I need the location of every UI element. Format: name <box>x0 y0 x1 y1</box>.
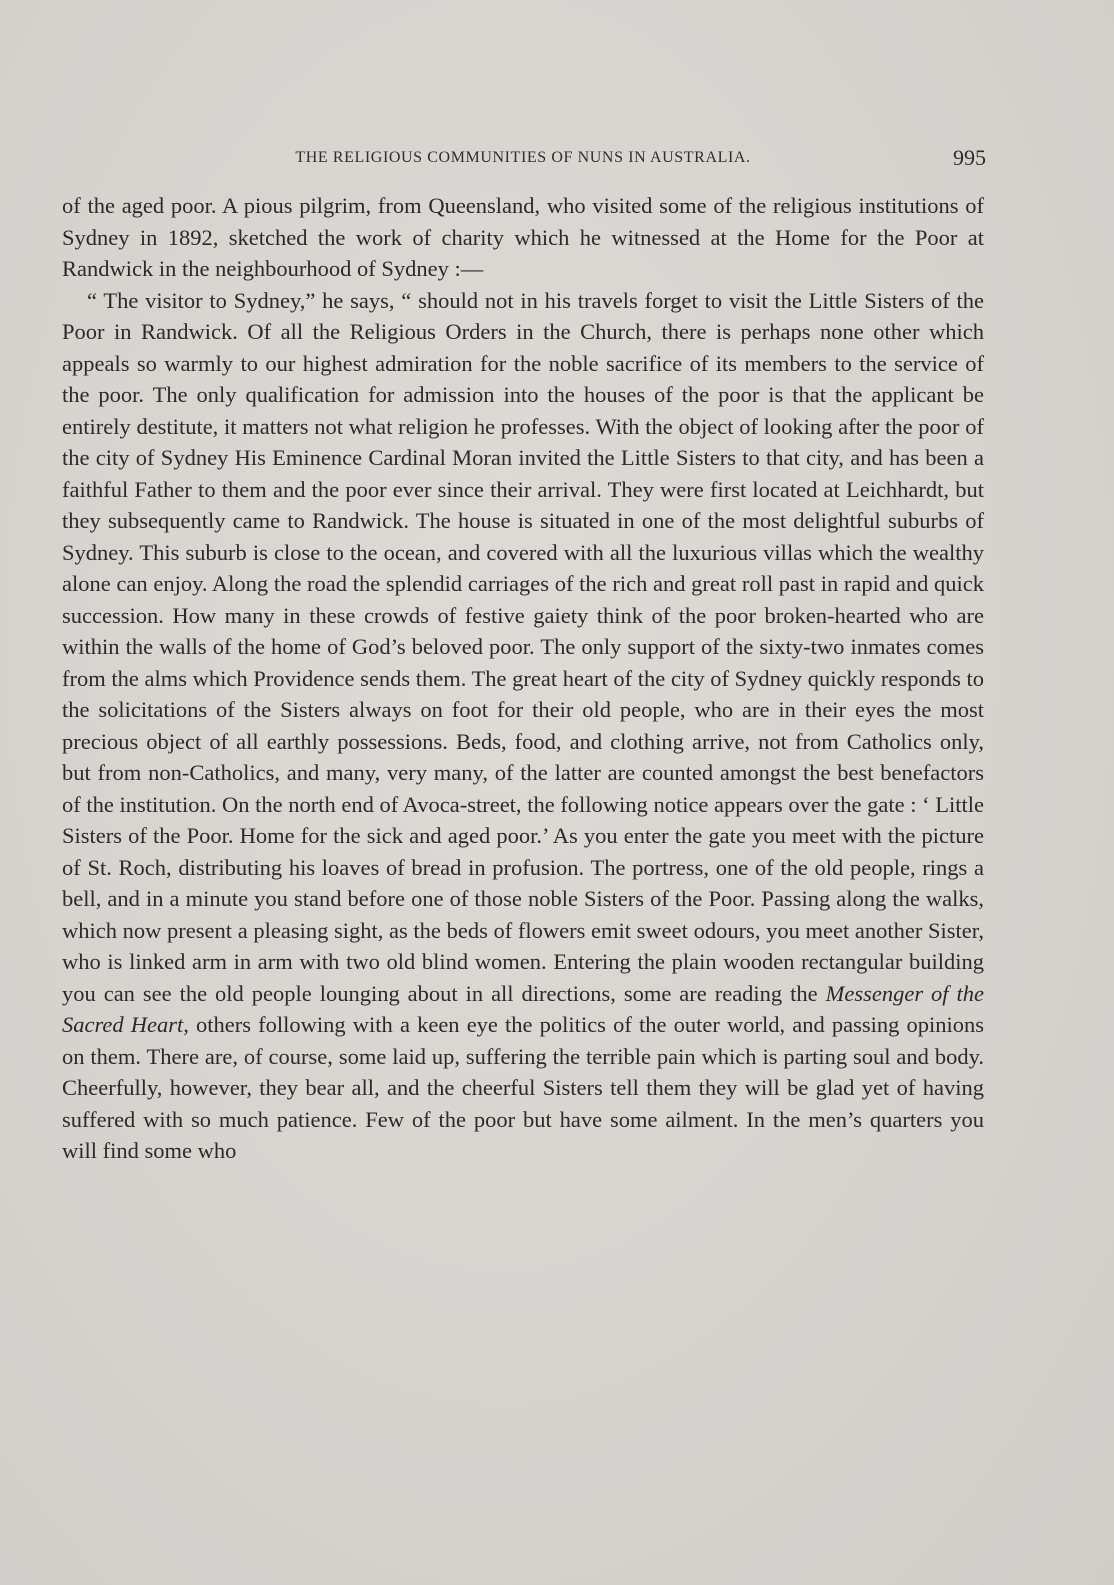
running-header <box>60 145 986 175</box>
page-number: 995 <box>953 145 986 170</box>
paragraph-2-text-after: others following with a keen eye the politics of the outer world, and passing opinions on them. There are, of course, some laid up, suffering the terrible pain which is parting soul and body. Cheerfully, however, they bear all, and the cheerful Sisters tell them they will be glad yet of having suffered with so much patience. Few of the poor but have some ailment. In the men’s quarters you will find some who <box>62 1012 984 1163</box>
paragraph-2-text-before: “ The visitor to Sydney,” he says, “ should not in his travels forget to visit the Little Sisters of the Poor in Randwick. Of all the Religious Orders in the Church, there is perhaps none other which appeals so warmly to our highest admiration for the noble sacrifice of its members to the service of the poor. The only qualification for admission into the houses of the poor is that the applicant be entirely destitute, it matters not what religion he professes. With the object of looking after the poor of the city of Sydney His Eminence Cardinal Moran invited the Little Sisters to that city, and has been a faithful Father to them and the poor ever since their arrival. They were first located at Leichhardt, but they subsequently came to Randwick. The house is situated in one of the most delightful suburbs of Sydney. This suburb is close to the ocean, and covered with all the luxurious villas which the wealthy alone can enjoy. Along the road the splendid carriages of the rich and great roll past in rapid and quick succession. How many in these crowds of festive gaiety think of the poor broken-hearted who are within the walls of the home of God’s beloved poor. The only support of the sixty-two inmates comes from the alms which Providence sends them. The great heart of the city of Sydney quickly responds to the solicitations of the Sisters always on foot for their old people, who are in their eyes the most precious object of all earthly possessions. Beds, food, and clothing arrive, not from Catholics only, but from non-Catholics, and many, very many, of the latter are counted amongst the best benefactors of the institution. On the north end of Avoca-street, the following notice appears over the gate : ‘ Little Sisters of the Poor. Home for the sick and aged poor.’ As you enter the gate you meet with the picture of St. Roch, distributing his loaves of bread in profusion. The portress, one of the old people, rings a bell, and in a minute you stand before one of those noble Sisters of the Poor. Passing along the walks, which now present a pleasing sight, as the beds of flowers emit sweet odours, you meet another Sister, who is linked arm in arm with two old blind women. Entering the plain wooden rectangular building you can see the old people lounging about in all directions, some are reading the <box>62 287 984 1006</box>
italic-title-messenger: Messenger of the Sacred Heart, <box>62 980 984 1037</box>
body-text <box>62 190 984 1167</box>
running-title: THE RELIGIOUS COMMUNITIES OF NUNS IN AUSTRALIA. <box>295 149 751 166</box>
paragraph-1: of the aged poor. A pious pilgrim, from Queensland, who visited some of the religious institutions of Sydney in 1892, sketched the work of charity which he witnessed at the Home for the Poor at Randwick in the neighbourhood of Sydney :— <box>62 193 984 281</box>
paragraph-2 <box>62 285 984 1167</box>
